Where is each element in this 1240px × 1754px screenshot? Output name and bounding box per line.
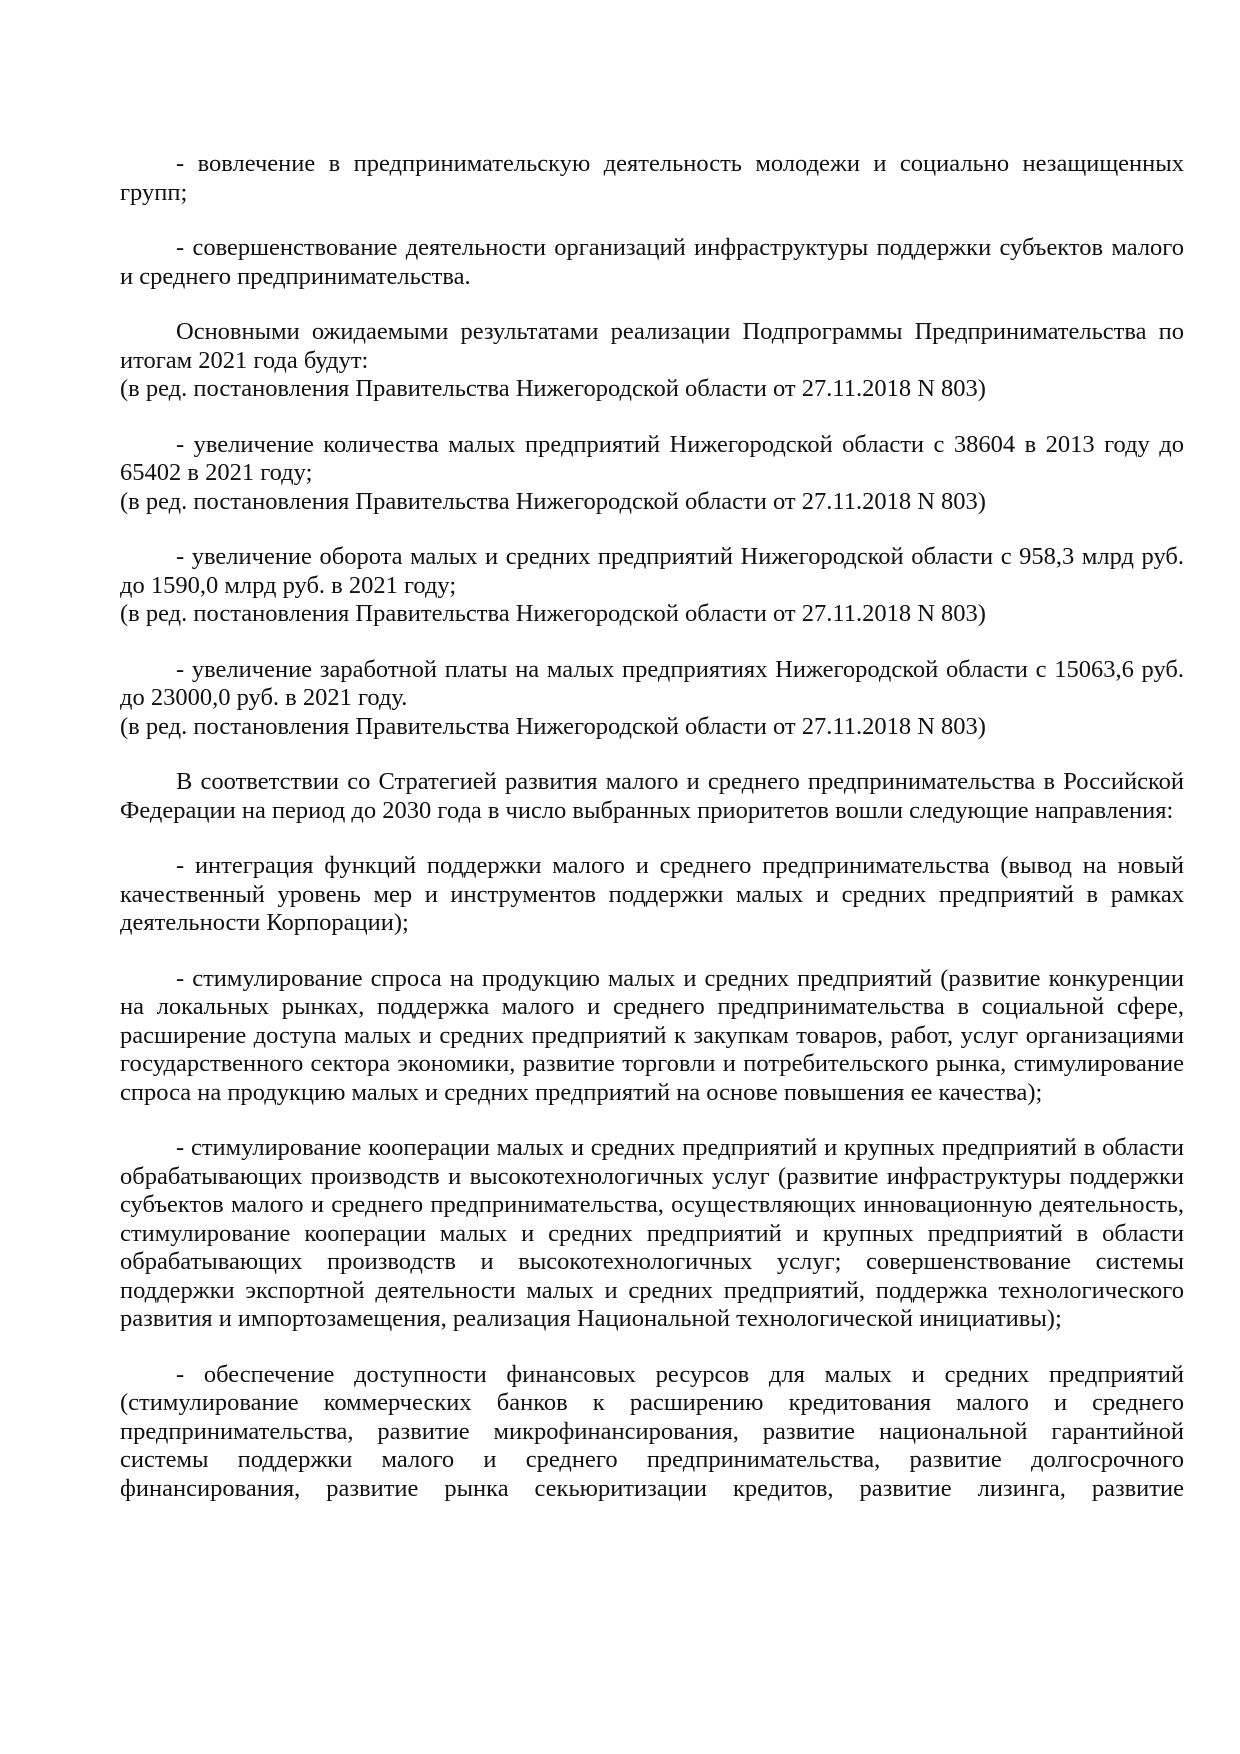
paragraph [120, 318, 1184, 404]
paragraph-text: - увеличение оборота малых и средних предприятий Нижегородской области с 958,3 млрд руб. до 1590,0 млрд руб. в 2021 году; [120, 543, 1184, 599]
paragraph [120, 965, 1184, 1108]
amendment-note: (в ред. постановления Правительства Нижегородской области от 27.11.2018 N 803) [120, 600, 986, 627]
paragraph [120, 852, 1184, 938]
paragraph-text: - стимулирование кооперации малых и средних предприятий и крупных предприятий в области обрабатывающих производств и высокотехнологичных услуг (развитие инфраструктуры поддержки субъектов малого и среднего предпринимательства, осуществляющих инновационную деятельность, стимулирование кооперации малых и средних предприятий и крупных предприятий в области обрабатывающих производств и высокотехнологичных услуг; совершенствование системы поддержки экспортной деятельности малых и средних предприятий, поддержка технологического развития и импортозамещения, реализация Национальной технологической инициативы); [120, 1134, 1184, 1332]
paragraph-text: - совершенствование деятельности организаций инфраструктуры поддержки субъектов малого и среднего предпринимательства. [120, 234, 1184, 290]
paragraph-text: - интеграция функций поддержки малого и среднего предпринимательства (вывод на новый качественный уровень мер и инструментов поддержки малых и средних предприятий в рамках деятельности Корпорации); [120, 852, 1184, 936]
paragraph-text: - увеличение количества малых предприятий Нижегородской области с 38604 в 2013 году до 65402 в 2021 году; [120, 430, 1184, 486]
amendment-note: (в ред. постановления Правительства Нижегородской области от 27.11.2018 N 803) [120, 712, 986, 740]
paragraph [120, 543, 1184, 629]
paragraph-text: - увеличение заработной платы на малых предприятиях Нижегородской области с 15063,6 руб. до 23000,0 руб. в 2021 году. [120, 655, 1184, 711]
paragraph [120, 768, 1184, 825]
paragraph-text: - обеспечение доступности финансовых ресурсов для малых и средних предприятий (стимулирование коммерческих банков к расширению кредитования малого и среднего предпринимательства, развитие микрофинансирования, развитие национальной гарантийной системы поддержки малого и среднего предпринимательства, развитие долгосрочного финансирования, развитие рынка секьюритизации кредитов, развитие лизинга, развитие [120, 1360, 1184, 1502]
document-page [120, 150, 1184, 1530]
amendment-note: (в ред. постановления Правительства Нижегородской области от 27.11.2018 N 803) [120, 375, 986, 402]
paragraph [120, 431, 1184, 517]
paragraph-text: В соответствии со Стратегией развития малого и среднего предпринимательства в Российской Федерации на период до 2030 года в число выбранных приоритетов вошли следующие направления: [120, 768, 1184, 824]
amendment-note: (в ред. постановления Правительства Нижегородской области от 27.11.2018 N 803) [120, 487, 986, 515]
paragraph [120, 1134, 1184, 1334]
paragraph-text: - стимулирование спроса на продукцию малых и средних предприятий (развитие конкуренции на локальных рынках, поддержка малого и среднего предпринимательства в социальной сфере, расширение доступа малых и средних предприятий к закупкам товаров, работ, услуг организациями государственного сектора экономики, развитие торговли и потребительского рынка, стимулирование спроса на продукцию малых и средних предприятий на основе повышения ее качества); [120, 964, 1184, 1106]
paragraph [120, 234, 1184, 291]
paragraph [120, 656, 1184, 742]
paragraph [120, 150, 1184, 207]
paragraph-text: - вовлечение в предпринимательскую деятельность молодежи и социально незащищенных групп; [120, 150, 1184, 206]
paragraph [120, 1361, 1184, 1504]
paragraph-text: Основными ожидаемыми результатами реализации Подпрограммы Предпринимательства по итогам 2021 года будут: [120, 318, 1184, 374]
